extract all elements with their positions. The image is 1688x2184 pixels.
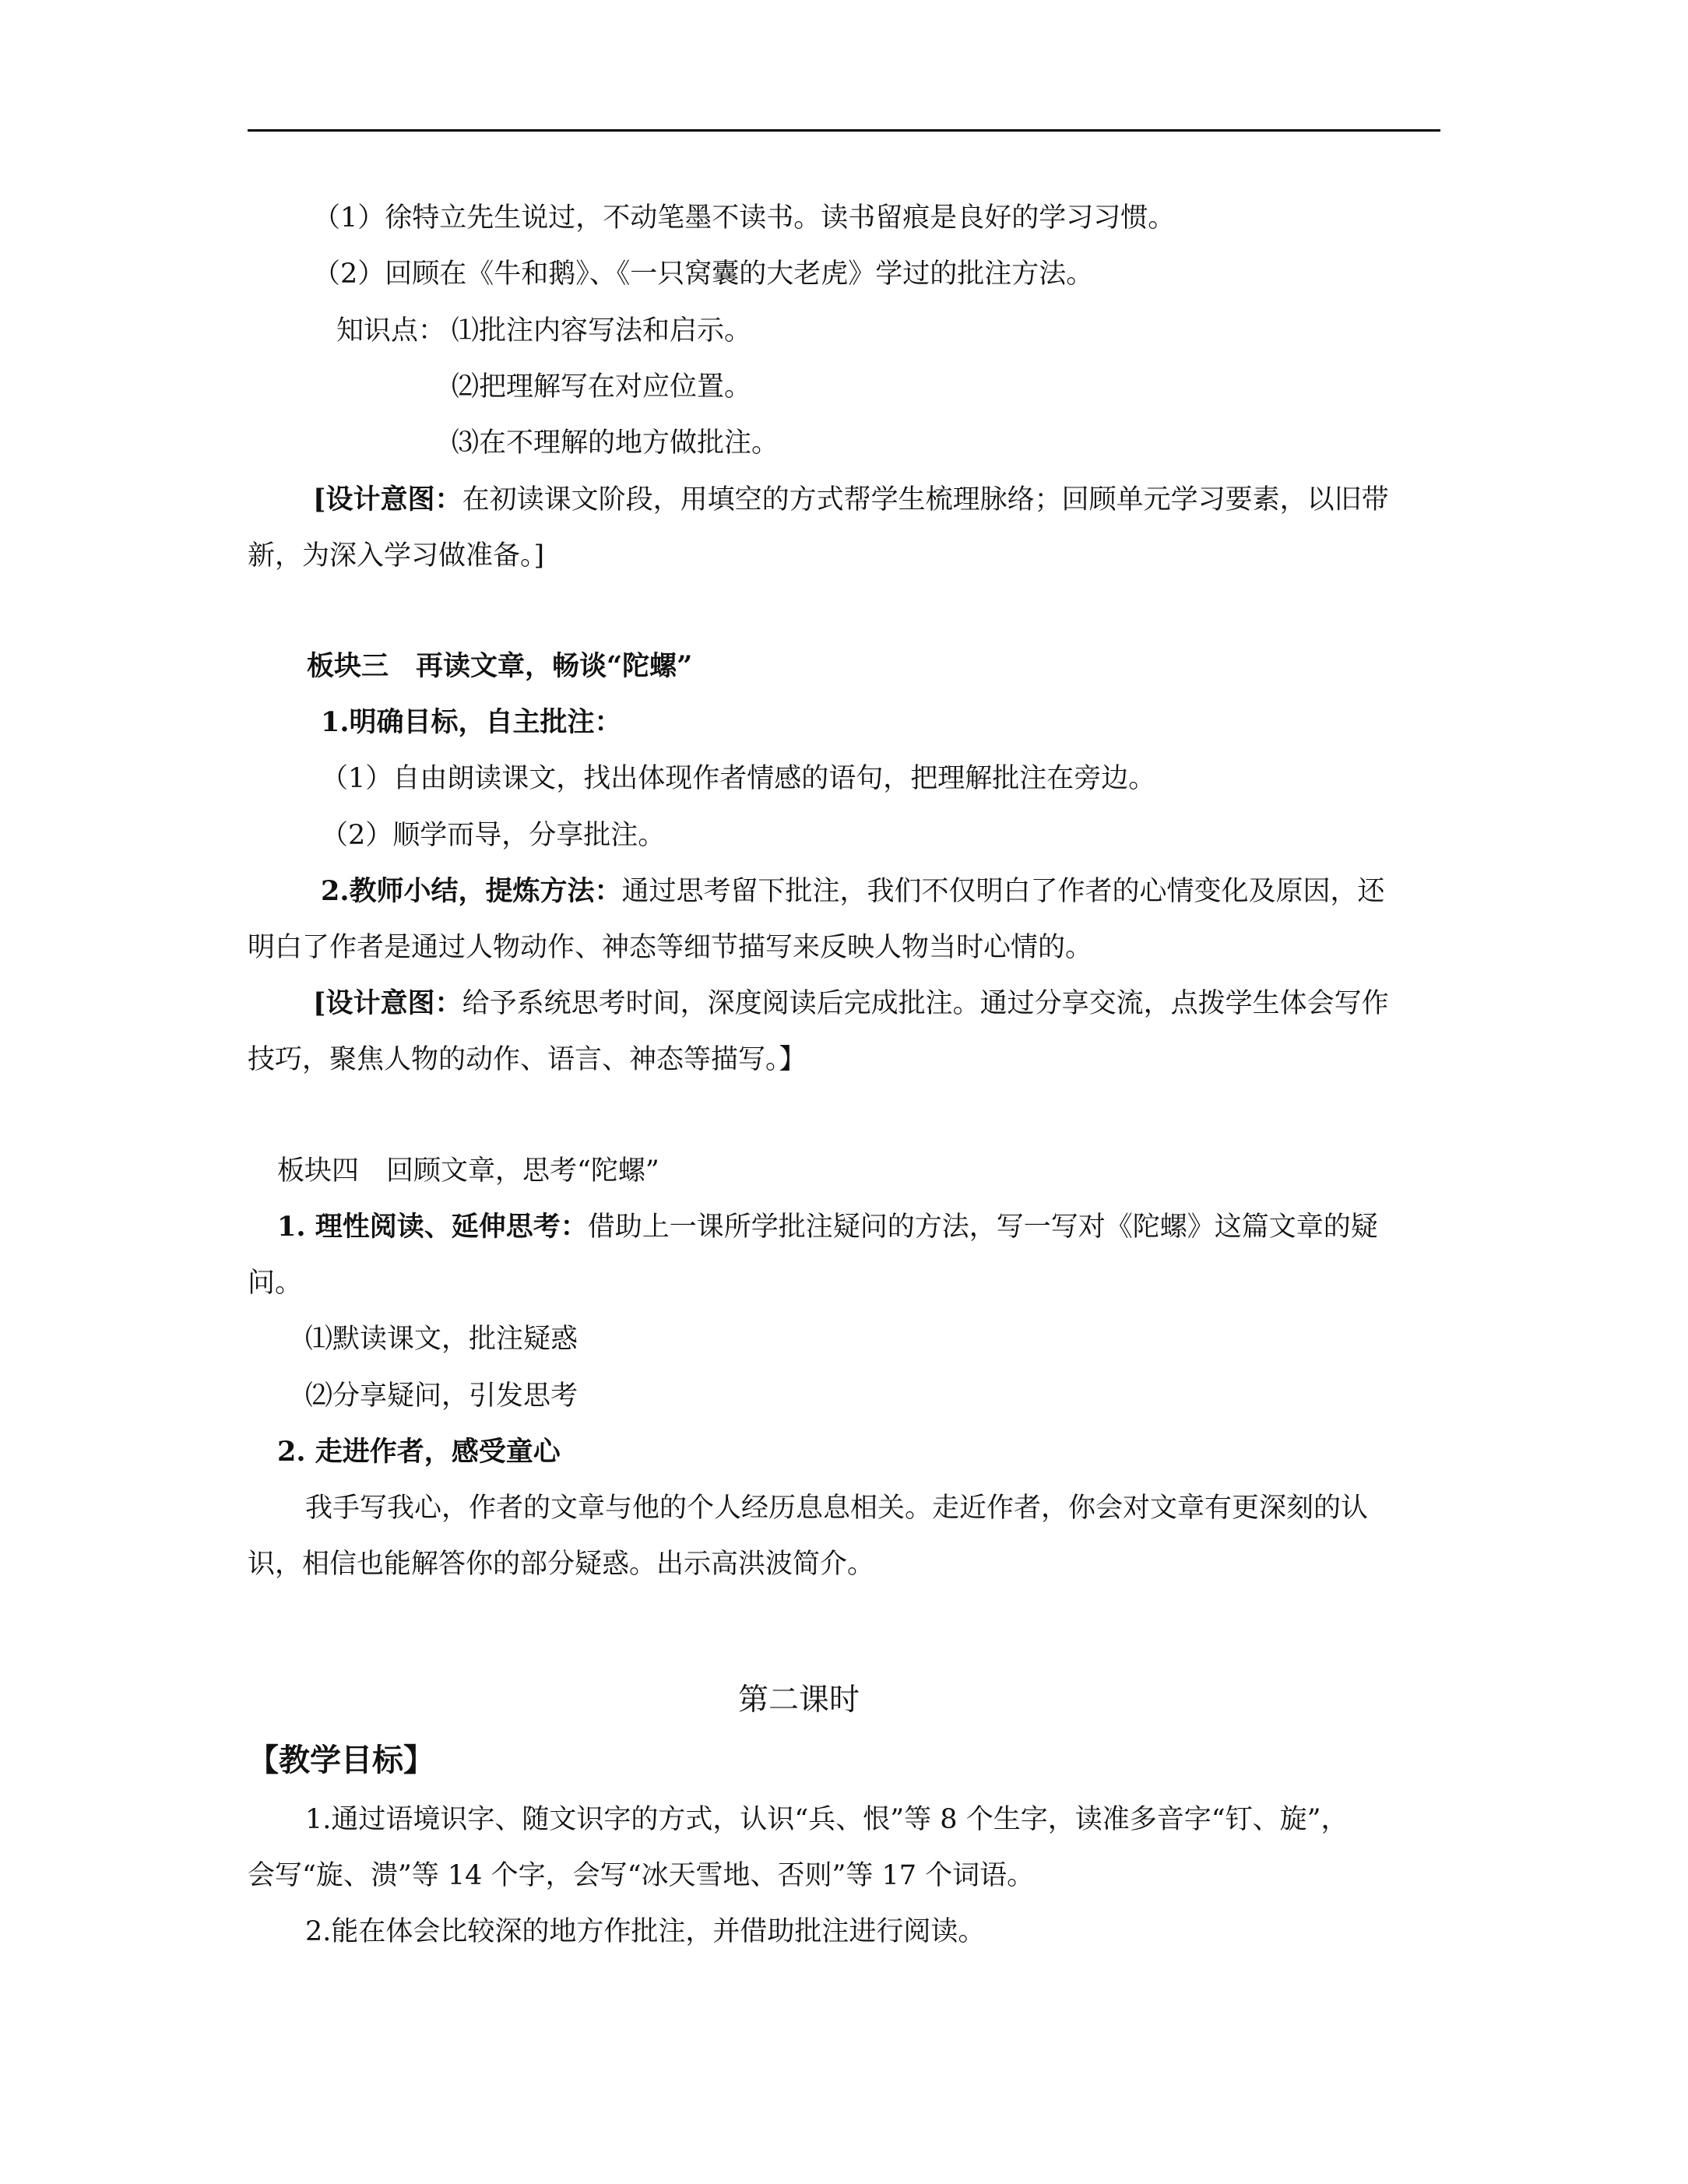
block4-step1 [277,1210,1378,1244]
block3-design-cont: 技巧，聚焦人物的动作、语言、神态等描写。】 [248,1044,807,1075]
goal-1: 1.通过语境识字、随文识字的方式，认识“兵、恨”等 8 个生字，读准多音字“钉、旋”， [305,1804,1349,1835]
teaching-goals-heading: 【教学目标】 [248,1742,434,1778]
block3-item-2: （2）顺学而导，分享批注。 [321,820,666,851]
knowledge-point-3: ⑶在不理解的地方做批注。 [452,427,779,459]
block4-step1-text: 借助上一课所学批注疑问的方法，写一写对《陀螺》这篇文章的疑 [587,1212,1378,1243]
block3-item-1: （1）自由朗读课文，找出体现作者情感的语句，把理解批注在旁边。 [321,763,1156,794]
intro-item-2: （2）回顾在《牛和鹅》、《一只窝囊的大老虎》学过的批注方法。 [313,258,1094,290]
header-rule [248,129,1440,132]
block4-step2: 2. 走进作者，感受童心 [277,1436,561,1468]
block3-design-intent [313,986,1389,1021]
block3-step2-label: 2.教师小结，提炼方法： [321,875,622,907]
lesson-title: 第二课时 [738,1683,860,1718]
block4-paragraph: 我手写我心，作者的文章与他的个人经历息息相关。走近作者，你会对文章有更深刻的认 [305,1493,1369,1524]
block3-design-text: 给予系统思考时间，深度阅读后完成批注。通过分享交流，点拨学生体会写作 [462,988,1389,1019]
design-intent-1-cont: 新，为深入学习做准备。] [248,540,545,571]
block3-step2-text: 通过思考留下批注，我们不仅明白了作者的心情变化及原因，还 [621,876,1385,907]
block4-paragraph-cont: 识，相信也能解答你的部分疑惑。出示高洪波简介。 [248,1549,875,1580]
block3-title: 板块三 再读文章，畅谈“陀螺” [307,650,693,682]
goal-1-cont: 会写“旋、溃”等 14 个字，会写“冰天雪地、否则”等 17 个词语。 [248,1860,1035,1891]
block3-design-label: [设计意图： [313,987,462,1019]
design-intent-1 [313,483,1389,517]
goal-2: 2.能在体会比较深的地方作批注，并借助批注进行阅读。 [305,1916,986,1947]
knowledge-point-1: ⑴批注内容写法和启示。 [452,315,752,346]
design-intent-label: [设计意图： [313,484,462,515]
block3-step1: 1.明确目标，自主批注： [321,706,622,738]
knowledge-point-2: ⑵把理解写在对应位置。 [452,371,752,403]
block3-step2 [321,874,1385,909]
block4-step1-label: 1. 理性阅读、延伸思考： [277,1211,588,1243]
block4-item-1: ⑴默读课文，批注疑惑 [305,1324,578,1355]
intro-item-1: （1）徐特立先生说过，不动笔墨不读书。读书留痕是良好的学习习惯。 [313,202,1176,234]
design-intent-text: 在初读课文阶段，用填空的方式帮学生梳理脉络；回顾单元学习要素，以旧带 [462,484,1389,515]
knowledge-label: 知识点： [336,315,446,346]
block4-title: 板块四 回顾文章，思考“陀螺” [277,1155,659,1187]
block4-step1-cont: 问。 [248,1268,303,1299]
block4-item-2: ⑵分享疑问，引发思考 [305,1380,578,1412]
block3-step2-cont: 明白了作者是通过人物动作、神态等细节描写来反映人物当时心情的。 [248,932,1093,963]
